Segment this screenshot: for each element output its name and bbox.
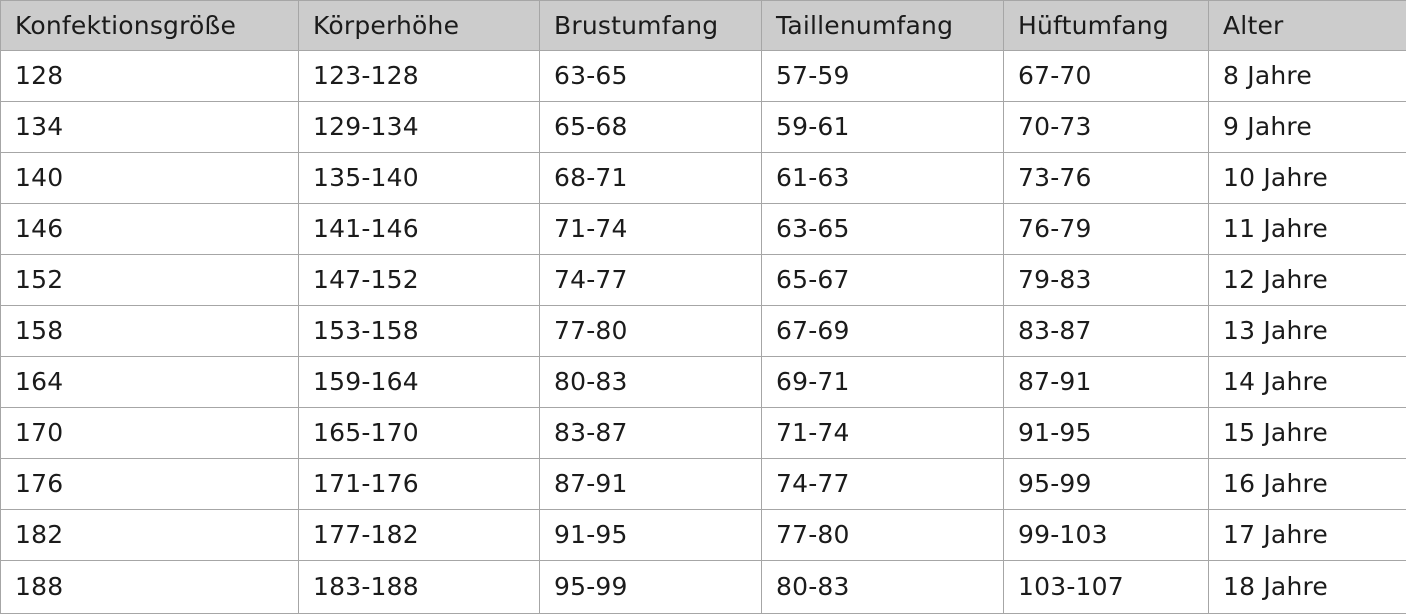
cell-koerperhoehe: 147-152 xyxy=(299,255,540,306)
cell-konfektionsgroesse: 152 xyxy=(1,255,299,306)
table-row xyxy=(1,357,1406,408)
cell-hueftumfang: 83-87 xyxy=(1004,306,1209,357)
cell-koerperhoehe: 153-158 xyxy=(299,306,540,357)
cell-alter: 18 Jahre xyxy=(1209,561,1406,614)
cell-konfektionsgroesse: 182 xyxy=(1,510,299,561)
column-header-konfektionsgroesse: Konfektionsgröße xyxy=(1,1,299,51)
cell-alter: 9 Jahre xyxy=(1209,102,1406,153)
cell-hueftumfang: 79-83 xyxy=(1004,255,1209,306)
cell-konfektionsgroesse: 176 xyxy=(1,459,299,510)
cell-alter: 12 Jahre xyxy=(1209,255,1406,306)
table-row xyxy=(1,408,1406,459)
cell-brustumfang: 74-77 xyxy=(540,255,762,306)
cell-alter: 10 Jahre xyxy=(1209,153,1406,204)
table-header-row xyxy=(1,1,1406,51)
cell-alter: 11 Jahre xyxy=(1209,204,1406,255)
column-header-brustumfang: Brustumfang xyxy=(540,1,762,51)
cell-hueftumfang: 99-103 xyxy=(1004,510,1209,561)
cell-taillenumfang: 65-67 xyxy=(762,255,1004,306)
cell-konfektionsgroesse: 140 xyxy=(1,153,299,204)
cell-brustumfang: 91-95 xyxy=(540,510,762,561)
cell-koerperhoehe: 171-176 xyxy=(299,459,540,510)
table-row xyxy=(1,459,1406,510)
cell-konfektionsgroesse: 134 xyxy=(1,102,299,153)
cell-koerperhoehe: 141-146 xyxy=(299,204,540,255)
cell-hueftumfang: 70-73 xyxy=(1004,102,1209,153)
cell-konfektionsgroesse: 146 xyxy=(1,204,299,255)
cell-konfektionsgroesse: 164 xyxy=(1,357,299,408)
table-row xyxy=(1,204,1406,255)
cell-alter: 14 Jahre xyxy=(1209,357,1406,408)
cell-brustumfang: 87-91 xyxy=(540,459,762,510)
table-row xyxy=(1,102,1406,153)
table-body xyxy=(1,51,1406,614)
cell-taillenumfang: 63-65 xyxy=(762,204,1004,255)
cell-alter: 17 Jahre xyxy=(1209,510,1406,561)
cell-koerperhoehe: 159-164 xyxy=(299,357,540,408)
cell-taillenumfang: 71-74 xyxy=(762,408,1004,459)
cell-brustumfang: 65-68 xyxy=(540,102,762,153)
cell-alter: 15 Jahre xyxy=(1209,408,1406,459)
cell-hueftumfang: 76-79 xyxy=(1004,204,1209,255)
cell-alter: 16 Jahre xyxy=(1209,459,1406,510)
cell-hueftumfang: 95-99 xyxy=(1004,459,1209,510)
cell-hueftumfang: 73-76 xyxy=(1004,153,1209,204)
column-header-alter: Alter xyxy=(1209,1,1406,51)
cell-brustumfang: 83-87 xyxy=(540,408,762,459)
cell-konfektionsgroesse: 188 xyxy=(1,561,299,614)
table-header xyxy=(1,1,1406,51)
cell-konfektionsgroesse: 158 xyxy=(1,306,299,357)
cell-hueftumfang: 103-107 xyxy=(1004,561,1209,614)
cell-koerperhoehe: 123-128 xyxy=(299,51,540,102)
cell-brustumfang: 77-80 xyxy=(540,306,762,357)
cell-brustumfang: 71-74 xyxy=(540,204,762,255)
table-row xyxy=(1,510,1406,561)
cell-brustumfang: 80-83 xyxy=(540,357,762,408)
cell-hueftumfang: 91-95 xyxy=(1004,408,1209,459)
cell-konfektionsgroesse: 128 xyxy=(1,51,299,102)
cell-koerperhoehe: 183-188 xyxy=(299,561,540,614)
cell-brustumfang: 95-99 xyxy=(540,561,762,614)
cell-hueftumfang: 87-91 xyxy=(1004,357,1209,408)
table-row xyxy=(1,153,1406,204)
table-row xyxy=(1,51,1406,102)
cell-koerperhoehe: 165-170 xyxy=(299,408,540,459)
cell-brustumfang: 68-71 xyxy=(540,153,762,204)
cell-koerperhoehe: 135-140 xyxy=(299,153,540,204)
cell-taillenumfang: 59-61 xyxy=(762,102,1004,153)
cell-hueftumfang: 67-70 xyxy=(1004,51,1209,102)
cell-konfektionsgroesse: 170 xyxy=(1,408,299,459)
column-header-taillenumfang: Taillenumfang xyxy=(762,1,1004,51)
cell-taillenumfang: 69-71 xyxy=(762,357,1004,408)
table-row xyxy=(1,255,1406,306)
cell-taillenumfang: 77-80 xyxy=(762,510,1004,561)
cell-taillenumfang: 57-59 xyxy=(762,51,1004,102)
cell-alter: 13 Jahre xyxy=(1209,306,1406,357)
column-header-koerperhoehe: Körperhöhe xyxy=(299,1,540,51)
table-row xyxy=(1,561,1406,614)
cell-alter: 8 Jahre xyxy=(1209,51,1406,102)
column-header-hueftumfang: Hüftumfang xyxy=(1004,1,1209,51)
cell-koerperhoehe: 177-182 xyxy=(299,510,540,561)
cell-taillenumfang: 80-83 xyxy=(762,561,1004,614)
cell-taillenumfang: 67-69 xyxy=(762,306,1004,357)
cell-taillenumfang: 74-77 xyxy=(762,459,1004,510)
table-row xyxy=(1,306,1406,357)
cell-taillenumfang: 61-63 xyxy=(762,153,1004,204)
cell-brustumfang: 63-65 xyxy=(540,51,762,102)
cell-koerperhoehe: 129-134 xyxy=(299,102,540,153)
